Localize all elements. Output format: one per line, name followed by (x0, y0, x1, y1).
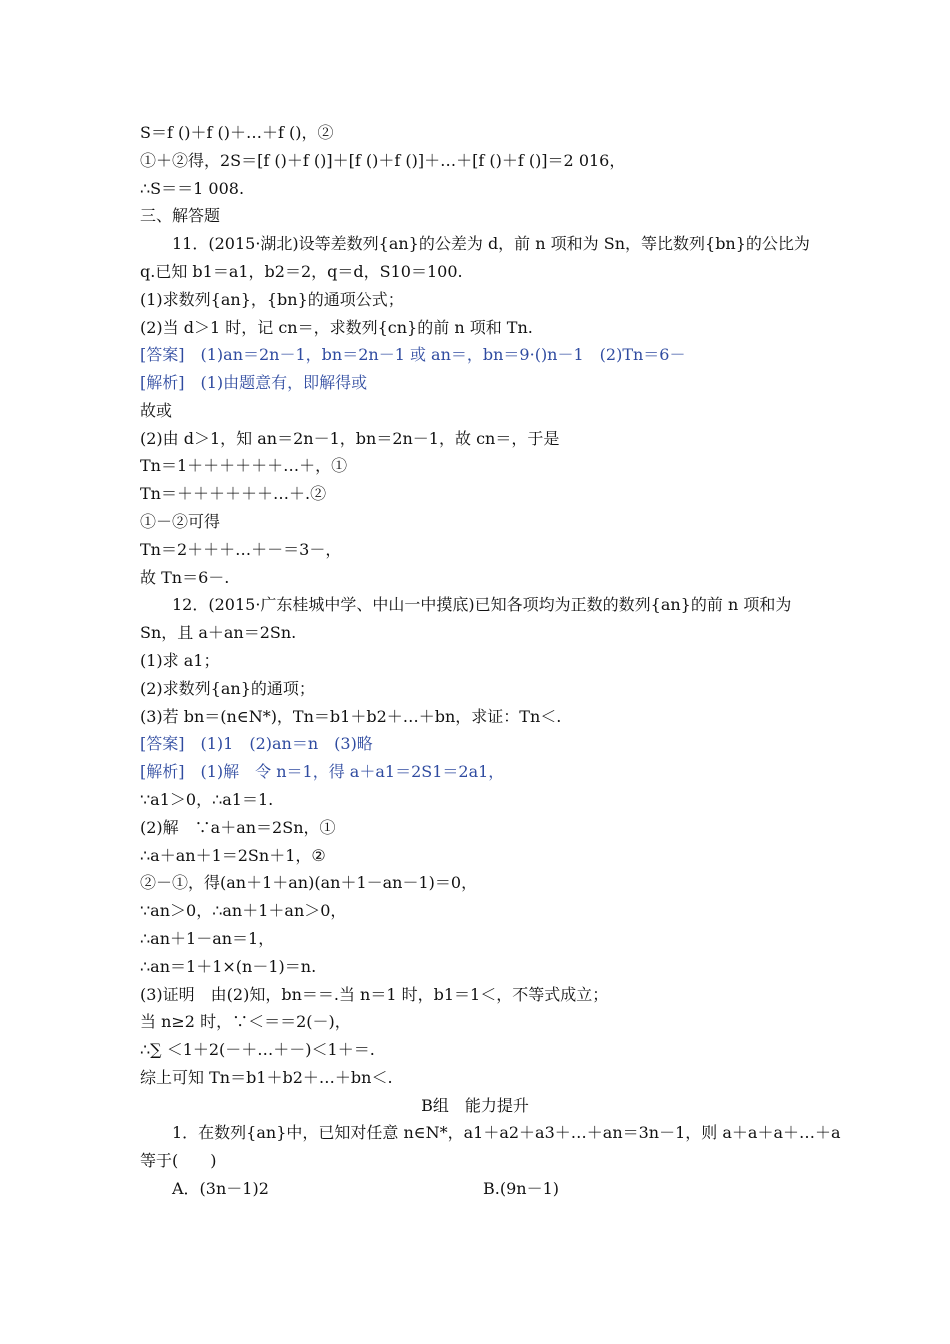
text-line: 综上可知 Tn＝b1＋b2＋…＋bn＜. (140, 1068, 393, 1087)
analysis-line: [解析] (1)由题意有，即解得或 (140, 373, 368, 392)
text-line: (2)求数列{an}的通项； (140, 679, 315, 698)
text-line: ∴a＋an＋1＝2Sn＋1，② (140, 846, 326, 865)
text-line: q.已知 b1＝a1，b2＝2，q＝d，S10＝100. (140, 262, 463, 281)
text-line: Sn，且 a＋an＝2Sn. (140, 623, 297, 642)
problem-12-text: 12．(2015·广东桂城中学、中山一中摸底)已知各项均为正数的数列{an}的前 n 项和为 (172, 595, 792, 614)
option-a: A．(3n－1)2 (172, 1179, 269, 1198)
answer-line: [答案] (1)an＝2n－1，bn＝2n－1 或 an＝，bn＝9·()n－1 (2)Tn＝6－ (140, 345, 686, 364)
text-line: (1)求数列{an}，{bn}的通项公式； (140, 290, 404, 309)
text-line: 故或 (140, 401, 173, 420)
text-line: ∴S＝＝1 008. (140, 179, 245, 198)
text-line: (3)证明 由(2)知，bn＝＝.当 n＝1 时，b1＝1＜，不等式成立； (140, 985, 609, 1004)
text-line: Tn＝＋＋＋＋＋＋…＋.② (140, 484, 327, 503)
text-line: ①＋②得，2S＝[f ()＋f ()]＋[f ()＋f ()]＋…＋[f ()＋f ()]＝2 016， (140, 151, 626, 170)
text-line: (2)解 ∵a＋an＝2Sn，① (140, 818, 336, 837)
problem-11-text: 11．(2015·湖北)设等差数列{an}的公差为 d，前 n 项和为 Sn，等比数列{bn}的公比为 (172, 234, 810, 253)
analysis-line: [解析] (1)解 令 n＝1，得 a＋a1＝2S1＝2a1， (140, 762, 505, 781)
text-line: 等于( ) (140, 1151, 217, 1170)
section-heading: 三、解答题 (140, 206, 221, 225)
text-line: 当 n≥2 时，∵＜＝＝2(－)， (140, 1012, 351, 1031)
text-line: ∵a1＞0，∴a1＝1. (140, 790, 274, 809)
text-line: ∴∑ ＜1＋2(－＋…＋－)＜1＋＝. (140, 1040, 375, 1059)
text-line: ∴an＋1－an＝1， (140, 929, 275, 948)
text-line: Tn＝1＋＋＋＋＋＋…＋，① (140, 456, 348, 475)
text-line: (2)由 d＞1，知 an＝2n－1，bn＝2n－1，故 cn＝，于是 (140, 429, 560, 448)
text-line: ∵an＞0，∴an＋1＋an＞0， (140, 901, 347, 920)
text-line: (3)若 bn＝(n∈N*)，Tn＝b1＋b2＋…＋bn，求证：Tn＜. (140, 707, 562, 726)
answer-line: [答案] (1)1 (2)an＝n (3)略 (140, 734, 373, 753)
question-1-text: 1．在数列{an}中，已知对任意 n∈N*，a1＋a2＋a3＋…＋an＝3n－1，则 a＋a＋a＋…＋a (172, 1123, 841, 1142)
section-heading: B组 能力提升 (421, 1096, 529, 1115)
text-line: Tn＝2＋＋＋…＋－＝3－， (140, 540, 342, 559)
text-line: (2)当 d＞1 时，记 cn＝，求数列{cn}的前 n 项和 Tn. (140, 318, 533, 337)
text-line: S＝f ()＋f ()＋…＋f ()，② (140, 123, 334, 142)
text-line: (1)求 a1； (140, 651, 220, 670)
option-b: B.(9n－1) (483, 1179, 559, 1198)
text-line: ②－①，得(an＋1＋an)(an＋1－an－1)＝0， (140, 873, 478, 892)
text-line: ∴an＝1＋1×(n－1)＝n. (140, 957, 317, 976)
text-line: 故 Tn＝6－. (140, 568, 230, 587)
text-line: ①－②可得 (140, 512, 221, 531)
